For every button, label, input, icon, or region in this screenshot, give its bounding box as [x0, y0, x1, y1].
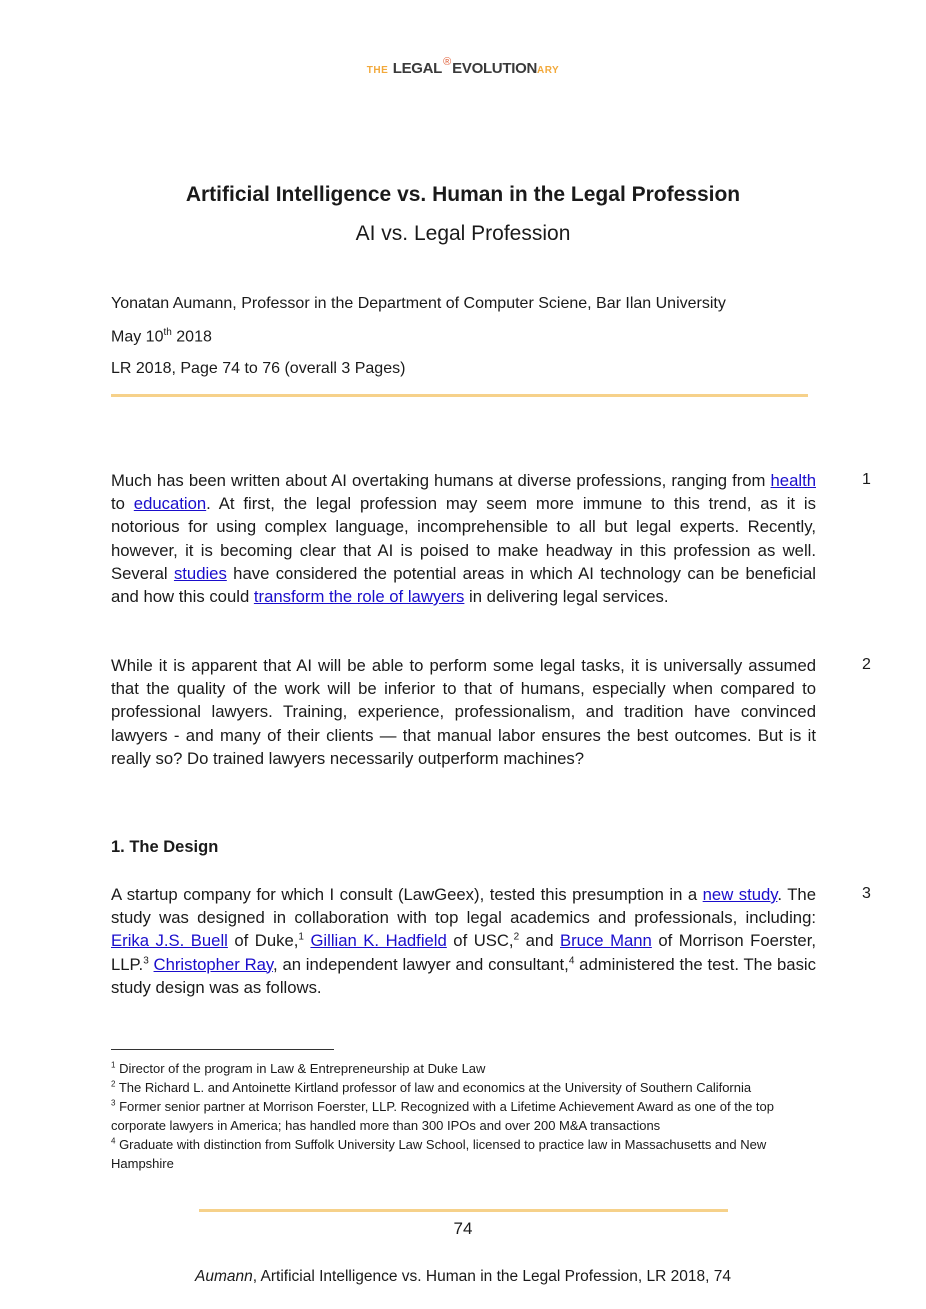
paragraph-number-3: 3 — [862, 885, 871, 902]
link-new-study[interactable]: new study — [702, 885, 778, 904]
paragraph-number-1: 1 — [862, 471, 871, 488]
author-line: Yonatan Aumann, Professor in the Department of Computer Sciene, Bar Ilan University — [111, 295, 726, 312]
section-heading: 1. The Design — [111, 838, 219, 856]
link-transform-role-of-lawyers[interactable]: transform the role of lawyers — [253, 587, 465, 607]
footnote-ref-1[interactable]: 1 — [298, 931, 304, 943]
paragraph-3: A startup company for which I consult (LawGeex), tested this presumption in a new study. The study was designed in collaboration with top legal academics and professionals, including: Erika J.S. Buell of Duke,$^1$ Gillian K. Hadfield of USC,$^2$ and Bruce Mann of Morrison Foerster, LLP.$^3$ Christopher Ray, an independent lawyer and consultant,$^4$ administered the test. The basic study design was as follows. — [111, 885, 816, 997]
logo-suffix: ARY — [536, 65, 560, 76]
footnote-3: $^3$ Former senior partner at Morrison Foerster, LLP. Recognized with a Lifetime Achievement Award as one of the top corporate lawyers in America; has handled more than 300 IPOs and over 200 M&A transactions — [111, 1098, 774, 1133]
link-education[interactable]: education — [133, 494, 207, 514]
footer-citation: , Artificial Intelligence vs. Human in the Legal Profession, LR 2018, 74 — [252, 1268, 731, 1285]
link-studies[interactable]: studies — [173, 563, 227, 583]
link-christopher-ray[interactable]: Christopher Ray — [153, 954, 274, 974]
footnote-4: $^4$ Graduate with distinction from Suffolk University Law School, licensed to practice law in Massachusetts and New Hampshire — [111, 1136, 767, 1171]
paragraph-2: While it is apparent that AI will be able to perform some legal tasks, it is universally assumed that the quality of the work will be inferior to that of humans, especially when compared to professional lawyers. Training, experience, professionalism, and tradition have convinced lawyers - and many of their clients — that manual labor ensures the best outcomes. But is it really so? Do trained lawyers necessarily outperform machines? — [111, 656, 816, 768]
footnote-ref-2[interactable]: 2 — [513, 931, 520, 943]
running-footer — [0, 1268, 926, 1286]
date-day: May 10 — [111, 328, 164, 346]
paragraph-1: Much has been written about AI overtaking humans at diverse professions, ranging from health to education. At first, the legal profession may seem more immune to this trend, as it is notorious for using complex language, incomprehensible to all but legal experts. Recently, however, it is becoming clear that AI is poised to make headway in this profession as well. Several studies have considered the potential areas in which AI technology can be beneficial and how this could transform the role of lawyers in delivering legal services. — [111, 471, 817, 607]
link-gillian-hadfield[interactable]: Gillian K. Hadfield — [310, 931, 447, 951]
document-title: Artificial Intelligence vs. Human in the Legal Profession — [185, 183, 741, 206]
footer-divider — [199, 1209, 728, 1212]
date-year: 2018 — [176, 328, 212, 346]
logo-word-legal: LEGAL — [392, 60, 443, 77]
registered-mark-icon: ® — [443, 56, 452, 68]
date-ordinal: th — [163, 327, 172, 338]
footnote-ref-4[interactable]: 4 — [568, 955, 575, 967]
link-health[interactable]: health — [770, 471, 816, 490]
footer-author: Aumann — [195, 1268, 253, 1285]
footnote-divider — [111, 1049, 334, 1050]
document-subtitle: AI vs. Legal Profession — [355, 222, 571, 245]
link-erika-buell[interactable]: Erika J.S. Buell — [111, 931, 228, 951]
footnote-1: $^1$ Director of the program in Law & Entrepreneurship at Duke Law — [111, 1060, 486, 1076]
publisher-logo — [0, 56, 926, 78]
page-number: 74 — [453, 1219, 473, 1238]
link-bruce-mann[interactable]: Bruce Mann — [559, 931, 652, 951]
publication-date — [111, 327, 212, 346]
header-divider — [111, 394, 808, 397]
paragraph-number-2: 2 — [862, 656, 871, 673]
citation-line: LR 2018, Page 74 to 76 (overall 3 Pages) — [111, 360, 406, 377]
footnote-2: $^2$ The Richard L. and Antoinette Kirtland professor of law and economics at the University of Southern California — [111, 1079, 752, 1095]
footnote-ref-3[interactable]: 3 — [143, 955, 149, 967]
logo-prefix: THE — [366, 65, 389, 76]
logo-word-evolution: EVOLUTION — [452, 60, 537, 77]
